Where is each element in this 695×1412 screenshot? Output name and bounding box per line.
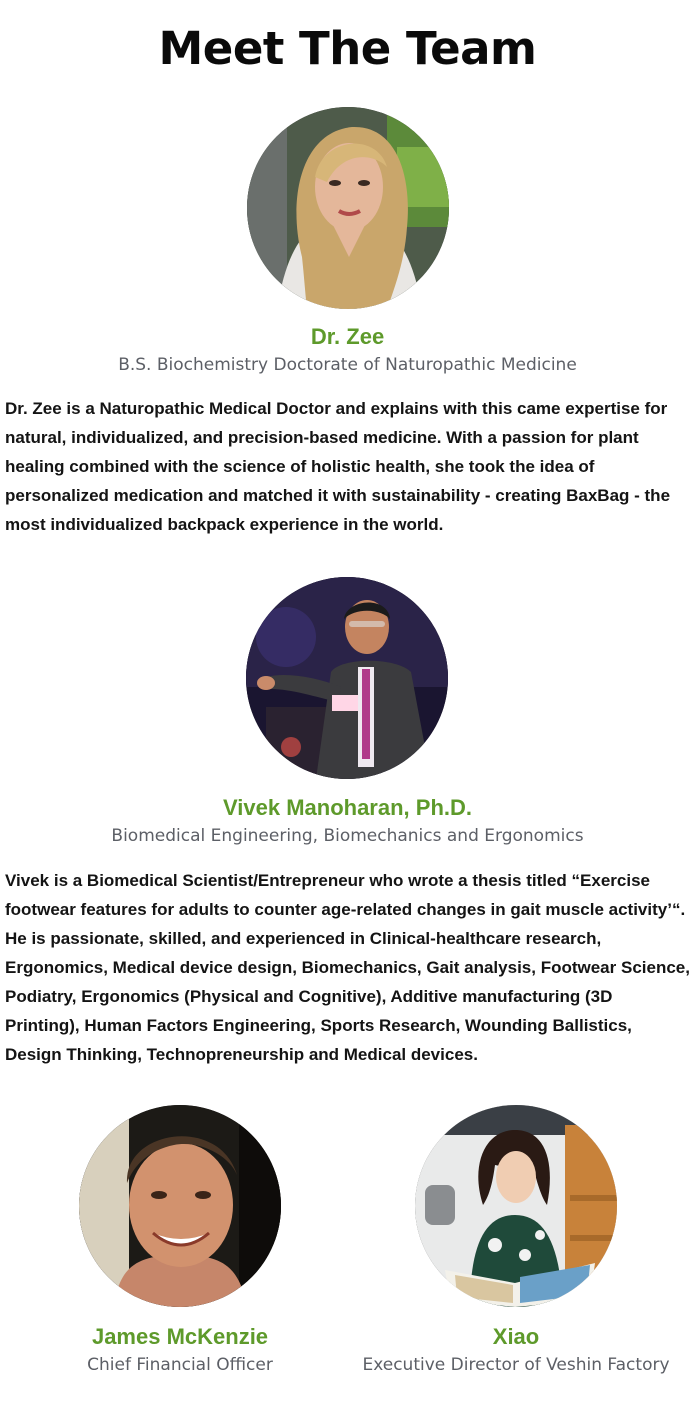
portrait-photo-woman-blonde <box>247 107 449 309</box>
avatar-xiao <box>415 1105 617 1307</box>
portrait-photo-woman-reading-magazine <box>415 1105 617 1307</box>
member-name-vivek-manoharan: Vivek Manoharan, Ph.D. <box>222 795 472 820</box>
member-name-dr-zee: Dr. Zee <box>310 324 385 349</box>
avatar-vivek-manoharan <box>246 577 448 779</box>
member-role-dr-zee: B.S. Biochemistry Doctorate of Naturopathic Medicine <box>118 355 577 375</box>
member-bio-vivek-manoharan: Vivek is a Biomedical Scientist/Entrepreneur who wrote a thesis titled “Exercise footwear features for adults to counter age-related changes in gait muscle activity’“. He is passionate, skilled, and experienced in Clinical-healthcare research, Ergonomics, Medical device design, Biomechanics, Gait analysis, Footwear Science, Podiatry, Ergonomics (Physical and Cognitive), Additive manufacturing (3D Printing), Human Factors Engineering, Sports Research, Wounding Ballistics, Design Thinking, Technopreneurship and Medical devices. <box>5 871 690 1064</box>
avatar-dr-zee <box>247 107 449 309</box>
member-role-xiao: Executive Director of Veshin Factory <box>362 1355 670 1375</box>
page-title: Meet The Team <box>158 22 537 75</box>
member-bio-dr-zee: Dr. Zee is a Naturopathic Medical Doctor and explains with this came expertise for natural, individualized, and precision-based medicine. With a passion for plant healing combined with the science of holistic health, she took the idea of personalized medication and matched it with sustainability - creating BaxBag - the most individualized backpack experience in the world. <box>5 399 671 534</box>
avatar-james-mckenzie <box>79 1105 281 1307</box>
member-name-xiao: Xiao <box>492 1324 540 1349</box>
portrait-photo-man-smiling <box>79 1105 281 1307</box>
portrait-photo-man-speaking-on-stage <box>246 577 448 779</box>
member-role-vivek-manoharan: Biomedical Engineering, Biomechanics and Ergonomics <box>111 826 584 846</box>
member-name-james-mckenzie: James McKenzie <box>91 1324 269 1349</box>
member-role-james-mckenzie: Chief Financial Officer <box>87 1355 273 1375</box>
